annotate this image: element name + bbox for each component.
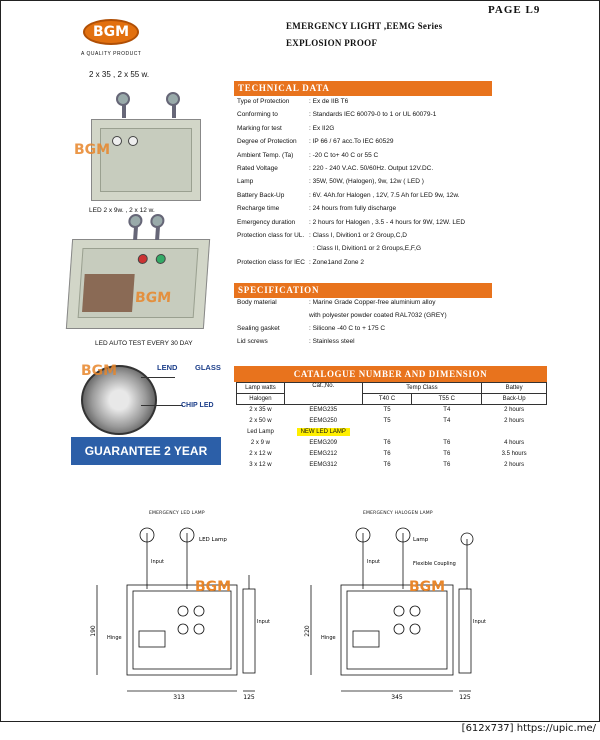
specification-row-value: : Silicone -40 C to + 175 C <box>309 325 386 332</box>
technical-row-label: Conforming to <box>237 111 278 119</box>
col-temp-class: Temp Class <box>362 383 482 394</box>
right-drawing-title: EMERGENCY HALOGEN LAMP <box>363 511 433 516</box>
left-drawing-title: EMERGENCY LED LAMP <box>149 511 205 516</box>
page-subtitle: EXPLOSION PROOF <box>286 38 378 48</box>
left-technical-drawing <box>87 519 277 709</box>
table-row <box>237 449 547 460</box>
technical-data-heading: TECHNICAL DATA <box>234 81 492 96</box>
table-row <box>237 416 547 427</box>
table-cell-t55: T6 <box>443 462 451 468</box>
empty-cell <box>362 427 546 438</box>
specification-row-value: with polyester powder coated RAL7032 (GREY) <box>309 312 447 319</box>
new-led-badge: NEW LED LAMP <box>297 428 350 436</box>
lamp-head-icon <box>116 92 130 106</box>
technical-row-value: : Standards IEC 60079-0 to 1 or UL 60079-1 <box>309 111 437 119</box>
lend-label: LEND <box>157 363 178 372</box>
technical-row <box>237 178 424 185</box>
table-cell-t40: T6 <box>383 451 391 457</box>
table-cell-t40: T6 <box>383 462 391 468</box>
table-cell-watts: 2 x 12 w <box>249 451 272 457</box>
left-label-hinge: Hinge <box>107 635 122 641</box>
right-label-hinge: Hinge <box>321 635 336 641</box>
technical-row <box>237 245 421 252</box>
watermark: BGM <box>81 363 118 379</box>
technical-row <box>237 152 378 159</box>
col-lamp-watts: Lamp watts <box>237 383 285 394</box>
col-battery: Battey <box>482 383 547 394</box>
table-cell-cat: EEMG250 <box>309 418 338 424</box>
right-technical-drawing <box>301 519 501 709</box>
left-dim-height: 190 <box>90 625 97 637</box>
led-rating-caption: LED 2 x 9w. , 2 x 12 w. <box>89 207 155 214</box>
page-number: PAGE L9 <box>488 4 541 16</box>
table-cell-watts: 2 x 35 w <box>249 407 272 414</box>
technical-row <box>237 232 407 239</box>
technical-row <box>237 165 433 172</box>
catalogue-heading: CATALOGUE NUMBER AND DIMENSION <box>234 366 547 382</box>
left-label-input-2: Input <box>257 619 270 625</box>
indicator-icon <box>112 136 122 146</box>
right-dim-width: 345 <box>391 694 403 701</box>
technical-row <box>237 138 393 145</box>
specification-row <box>237 312 447 319</box>
table-cell-backup: 2 hours <box>504 407 525 414</box>
technical-row-label: Rated Voltage <box>237 165 278 172</box>
table-cell-backup: 3.5 hours <box>501 451 527 457</box>
table-row <box>237 438 547 449</box>
page-title: EMERGENCY LIGHT ,EEMG Series <box>286 21 443 31</box>
technical-row-value: : 24 hours from fully discharge <box>309 205 397 213</box>
auto-test-caption: LED AUTO TEST EVERY 30 DAY <box>95 340 193 347</box>
specification-heading: SPECIFICATION <box>234 283 492 298</box>
catalogue-table <box>236 382 547 471</box>
technical-row-value: : Ex II2G <box>309 124 335 132</box>
halogen-ratings: 2 x 35 , 2 x 55 w. <box>89 70 150 79</box>
logo-tagline: A QUALITY PRODUCT <box>81 51 142 57</box>
watermark: BGM <box>74 142 111 158</box>
right-label-input-2: Input <box>473 619 486 625</box>
left-label-led-lamp: LED Lamp <box>199 537 227 543</box>
technical-row-value: : 2 hours for Halogen , 3.5 - 4 hours for 9W, 12W. LED <box>309 218 466 226</box>
lamp-head-icon <box>150 214 165 228</box>
table-cell-cat: EEMG212 <box>309 451 338 457</box>
technical-row-label: Marking for test <box>237 124 282 132</box>
right-label-input: Input <box>367 559 380 565</box>
right-dim-height: 220 <box>304 625 311 637</box>
technical-row <box>237 98 348 105</box>
bgm-logo: BGM <box>83 19 139 45</box>
chip-led-label: CHIP LED <box>181 402 214 409</box>
new-led-cell <box>284 427 362 438</box>
table-cell-cat: EEMG235 <box>309 407 338 414</box>
technical-row-label: Protection class for UL. <box>237 232 305 239</box>
watermark: BGM <box>409 579 446 595</box>
technical-row <box>237 259 364 266</box>
specification-row-label: Lid screws <box>237 338 268 345</box>
lamp-head-icon <box>128 214 143 228</box>
glass-label: GLASS <box>195 363 221 372</box>
technical-row-value: : Zone1and Zone 2 <box>309 258 364 266</box>
technical-row-label: Recharge time <box>237 205 280 213</box>
table-cell-backup: 4 hours <box>504 440 525 446</box>
specification-row <box>237 338 355 345</box>
right-label-lamp: Lamp <box>413 537 429 543</box>
table-row <box>237 460 547 471</box>
technical-row-value: : Class II, Divition1 or 2 Groups,E,F,G <box>313 245 422 253</box>
specification-row-value: : Marine Grade Copper-free aluminium alloy <box>309 299 436 306</box>
indicator-icon <box>128 136 138 146</box>
guarantee-banner: GUARANTEE 2 YEAR <box>71 437 221 465</box>
technical-row <box>237 111 436 118</box>
table-group-row <box>237 427 547 438</box>
table-cell-cat: EEMG312 <box>309 462 338 468</box>
specification-row-value: : Stainless steel <box>309 338 355 345</box>
specification-row <box>237 325 385 332</box>
col-t40: T40 C <box>362 394 412 405</box>
technical-row-label: Battery Back-Up <box>237 191 285 199</box>
product-photo-halogen <box>74 119 201 201</box>
col-halogen: Halogen <box>237 394 285 405</box>
left-dim-depth: 125 <box>243 694 255 701</box>
specification-row <box>237 299 435 306</box>
technical-row-label: Lamp <box>237 178 254 186</box>
right-label-flexible: Flexible Coupling <box>413 561 456 567</box>
product-photo-led <box>66 239 210 329</box>
technical-row <box>237 192 460 199</box>
technical-row-label: Type of Protection <box>237 98 290 105</box>
specification-row-label: Sealing gasket <box>237 325 280 332</box>
col-backup: Back-Up <box>482 394 547 405</box>
table-cell-backup: 2 hours <box>504 462 525 468</box>
table-cell-watts: 3 x 12 w <box>249 462 272 468</box>
technical-row-label: Emergency duration <box>237 218 296 226</box>
image-host-footer: [612x737] https://upic.me/ <box>461 723 596 734</box>
col-cat-no: Cat.,No. <box>284 383 362 405</box>
lamp-head-icon <box>166 92 180 106</box>
left-dim-width: 313 <box>173 694 185 701</box>
table-cell-cat: EEMG209 <box>309 440 338 446</box>
table-cell-t40: T5 <box>383 418 391 424</box>
watermark: BGM <box>134 290 172 306</box>
battery-panel <box>82 274 135 312</box>
technical-row-value: : 220 - 240 V.AC. 50/60Hz. Output 12V.DC. <box>309 165 434 172</box>
table-cell-t55: T6 <box>443 451 451 457</box>
col-t55: T55 C <box>412 394 482 405</box>
specification-row-label: Body material <box>237 299 277 306</box>
table-row <box>237 405 547 416</box>
left-label-input: Input <box>151 559 164 565</box>
technical-row-value: : -20 C to+ 40 C or 55 C <box>309 151 379 159</box>
technical-row-value: : 35W, 50W, (Halogen), 9w, 12w ( LED ) <box>309 178 424 186</box>
technical-row-value: : IP 66 / 67 acc.To IEC 60529 <box>309 138 394 146</box>
table-cell-backup: 2 hours <box>504 418 525 424</box>
technical-row-value: : Class I, Divition1 or 2 Group,C,D <box>309 232 407 239</box>
technical-row <box>237 125 334 132</box>
technical-row-label: Degree of Protection <box>237 138 297 146</box>
technical-row-label: Protection class for IEC <box>237 258 305 266</box>
technical-row <box>237 205 396 212</box>
technical-row <box>237 219 465 226</box>
technical-row-label: Ambient Temp. (Ta) <box>237 151 294 159</box>
table-cell-t40: T5 <box>383 407 391 414</box>
right-dim-depth: 125 <box>459 694 471 701</box>
led-group-label: Led Lamp <box>247 429 274 435</box>
technical-row-value: : Ex de IIB T6 <box>309 98 349 105</box>
table-cell-t55: T6 <box>443 440 451 446</box>
table-cell-watts: 2 x 9 w <box>250 440 270 446</box>
table-cell-t55: T4 <box>443 418 451 424</box>
technical-row-value: : 6V. 4Ah.for Halogen , 12V, 7.5 Ah for LED 9w, 12w. <box>309 191 460 199</box>
table-cell-watts: 2 x 50 w <box>249 418 272 424</box>
table-cell-t55: T4 <box>443 407 451 414</box>
table-cell-t40: T6 <box>383 440 391 446</box>
watermark: BGM <box>195 579 232 595</box>
